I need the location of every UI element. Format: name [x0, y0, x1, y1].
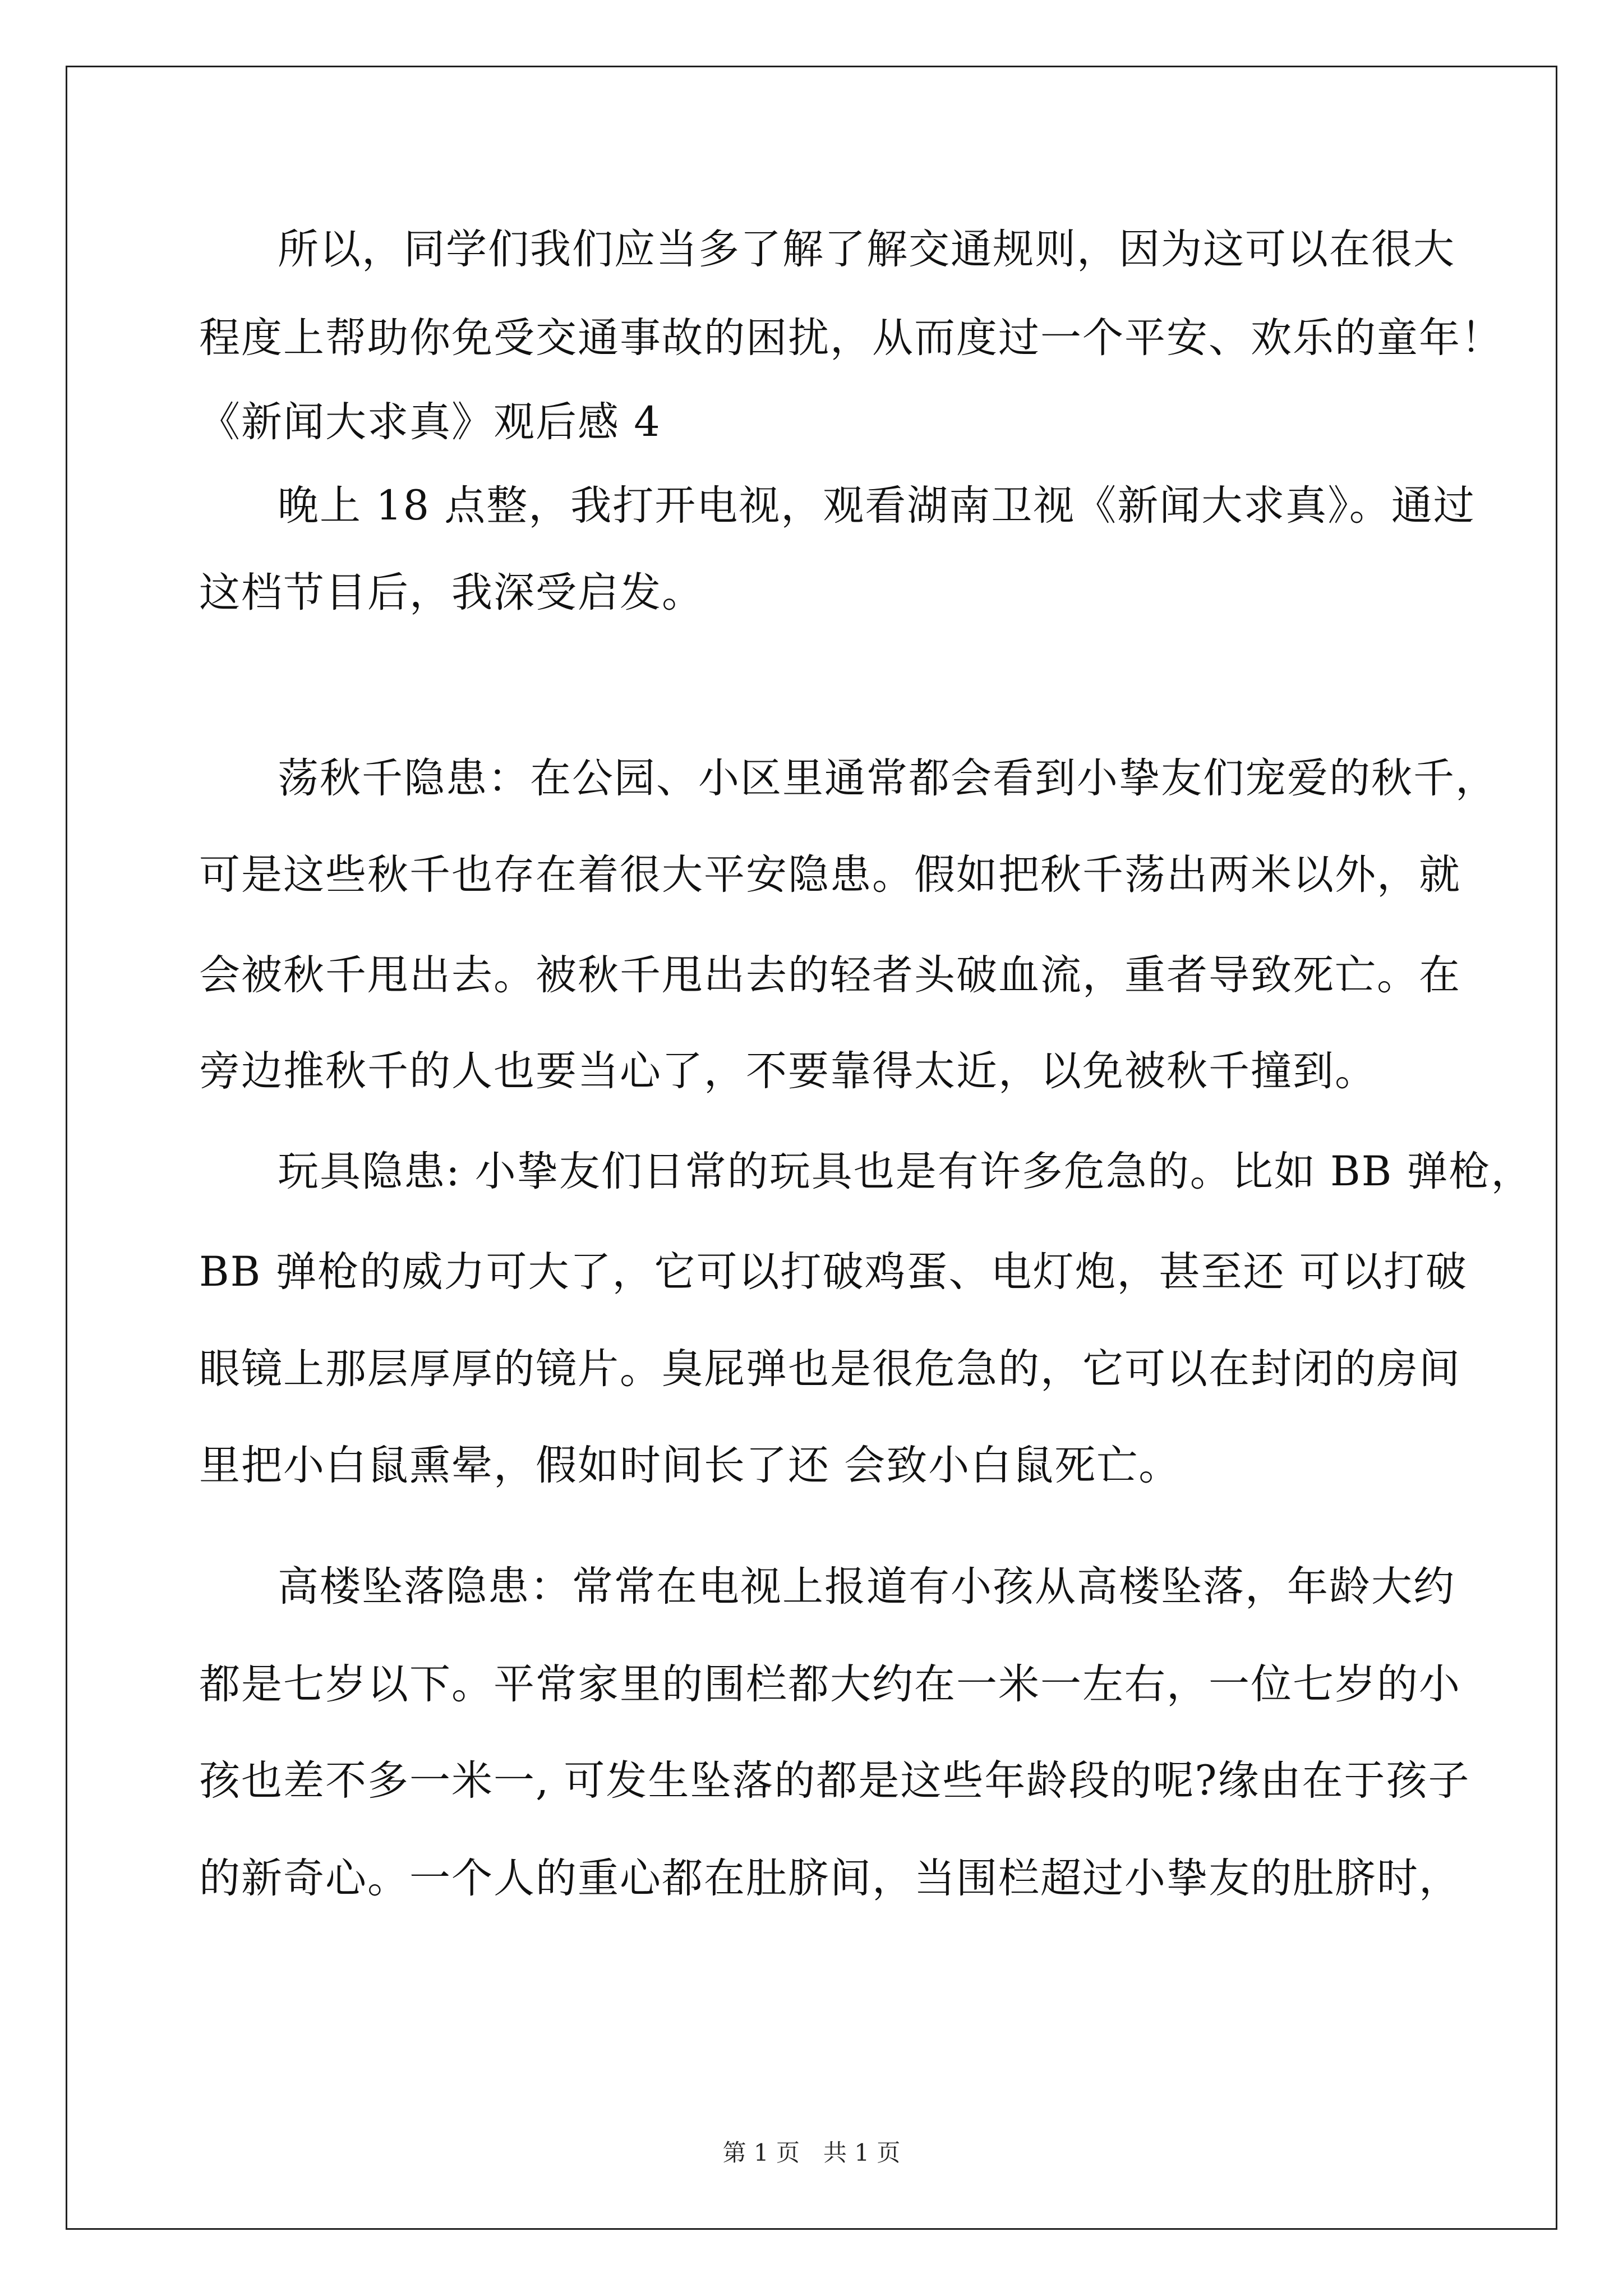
paragraph-line: 里把小白鼠熏晕，假如时间长了还 会致小白鼠死亡。 — [199, 1442, 1181, 1489]
paragraph-line: 晚上 18 点整，我打开电视，观看湖南卫视《新闻大求真》。通过 — [278, 482, 1476, 530]
paragraph-line: 旁边推秋千的人也要当心了，不要靠得太近，以免被秋千撞到。 — [199, 1047, 1377, 1095]
paragraph-line: 会被秋千甩出去。被秋千甩出去的轻者头破血流，重者导致死亡。在 — [199, 951, 1461, 999]
paragraph-line: 都是七岁以下。平常家里的围栏都大约在一米一左右，一位七岁的小 — [199, 1660, 1461, 1708]
paragraph-line: 这档节目后，我深受启发。 — [199, 569, 704, 616]
paragraph-line: 玩具隐患: 小挚友们日常的玩具也是有许多危急的。比如 BB 弹枪， — [278, 1148, 1533, 1195]
paragraph-line: 程度上帮助你免受交通事故的困扰，从而度过一个平安、欢乐的童年！ — [199, 314, 1503, 362]
section-heading: 《新闻大求真》观后感 4 — [199, 398, 661, 446]
paragraph-line: 眼镜上那层厚厚的镜片。臭屁弹也是很危急的，它可以在封闭的房间 — [199, 1345, 1461, 1393]
paragraph-line: 可是这些秋千也存在着很大平安隐患。假如把秋千荡出两米以外，就 — [199, 851, 1461, 899]
paragraph-line: 孩也差不多一米一, 可发生坠落的都是这些年龄段的呢?缘由在于孩子 — [199, 1757, 1470, 1805]
paragraph-line: 高楼坠落隐患：常常在电视上报道有小孩从高楼坠落，年龄大约 — [278, 1563, 1455, 1611]
page-footer: 第 1 页 共 1 页 — [722, 2139, 901, 2166]
paragraph-line: 的新奇心。一个人的重心都在肚脐间，当围栏超过小挚友的肚脐时， — [199, 1855, 1461, 1902]
paragraph-line: 荡秋千隐患：在公园、小区里通常都会看到小挚友们宠爱的秋千， — [278, 754, 1497, 802]
paragraph-line: 所以，同学们我们应当多了解了解交通规则，因为这可以在很大 — [278, 226, 1455, 273]
paragraph-line: BB 弹枪的威力可大了，它可以打破鸡蛋、电灯炮，甚至还 可以打破 — [199, 1248, 1468, 1296]
